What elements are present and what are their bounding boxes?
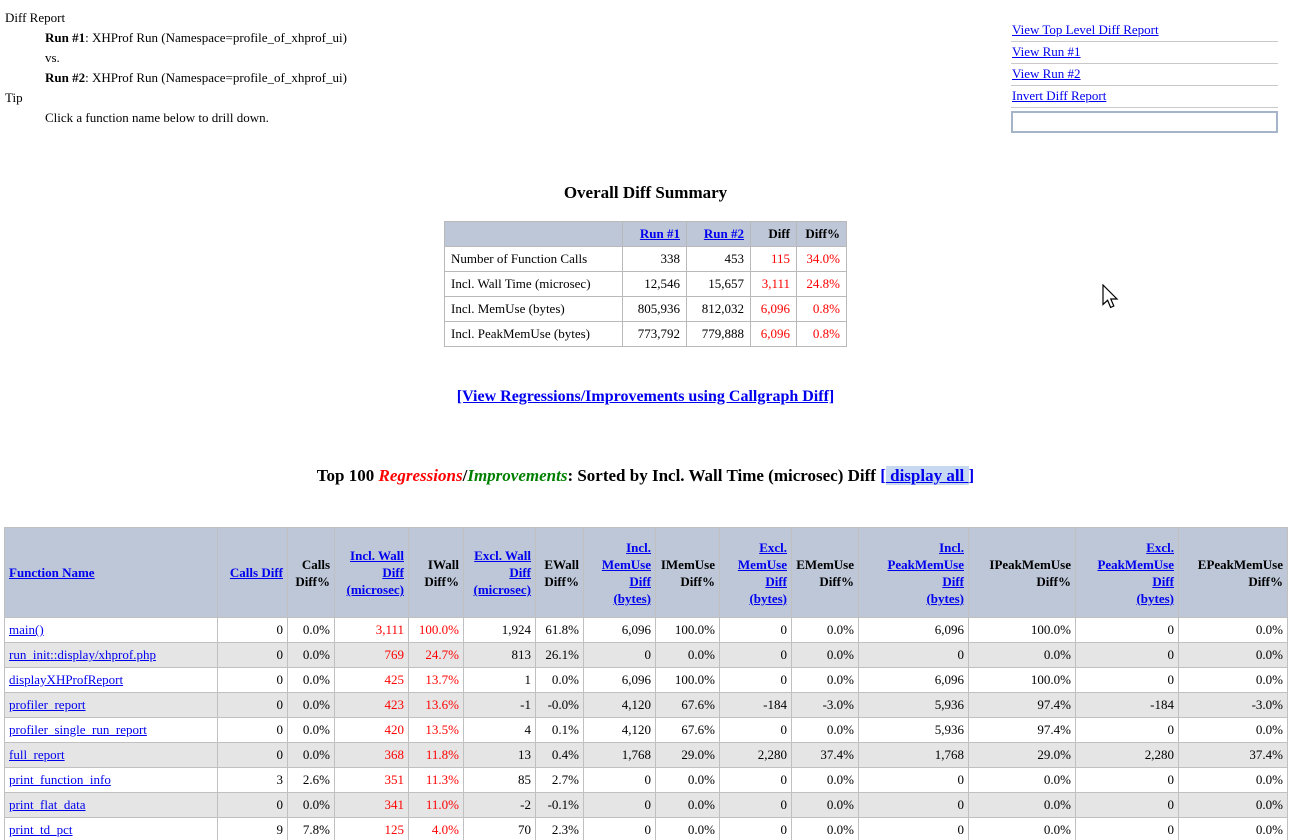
value-cell: 2,280 — [1076, 743, 1179, 768]
diff-report-title: Diff Report — [5, 10, 66, 25]
value-cell: 24.7% — [409, 643, 464, 668]
value-cell: 4,120 — [584, 718, 656, 743]
function-link[interactable]: print_td_pct — [9, 822, 73, 837]
value-cell: 0.0% — [288, 718, 335, 743]
report-header — [5, 8, 347, 128]
value-cell: 0.0% — [1179, 643, 1288, 668]
display-all-text: display all — [885, 466, 969, 485]
function-name-cell — [5, 718, 218, 743]
value-cell: 29.0% — [656, 743, 720, 768]
summary-run1-value: 338 — [623, 247, 687, 272]
top100-suffix: : Sorted by Incl. Wall Time (microsec) Diff — [567, 466, 881, 485]
value-cell: 0 — [1076, 818, 1179, 840]
value-cell: 368 — [335, 743, 409, 768]
column-header-7 — [584, 528, 656, 618]
function-link[interactable]: print_function_info — [9, 772, 111, 787]
value-cell: -0.1% — [536, 793, 584, 818]
value-cell: 4 — [464, 718, 536, 743]
value-cell: 70 — [464, 818, 536, 840]
value-cell: 100.0% — [656, 618, 720, 643]
column-header-6: EWall Diff% — [536, 528, 584, 618]
value-cell: 0 — [584, 818, 656, 840]
function-row — [5, 793, 1288, 818]
value-cell: 3,111 — [335, 618, 409, 643]
summary-run1-header-link[interactable]: Run #1 — [639, 226, 680, 241]
summary-row — [445, 272, 847, 297]
column-header-5 — [464, 528, 536, 618]
value-cell: 0.0% — [1179, 818, 1288, 840]
function-name-cell — [5, 743, 218, 768]
function-link[interactable]: profiler_single_run_report — [9, 722, 147, 737]
value-cell: -3.0% — [1179, 693, 1288, 718]
value-cell: 0 — [720, 793, 792, 818]
value-cell: 0 — [720, 618, 792, 643]
function-row — [5, 618, 1288, 643]
nav-row — [1011, 20, 1278, 42]
view-run1-link[interactable]: View Run #1 — [1012, 44, 1081, 59]
value-cell: 0.0% — [288, 743, 335, 768]
summary-run1-header — [623, 222, 687, 247]
slash: / — [462, 466, 468, 485]
nav-row — [1011, 86, 1278, 108]
value-cell: 6,096 — [859, 618, 969, 643]
value-cell: 4.0% — [409, 818, 464, 840]
callgraph-line — [0, 388, 1291, 406]
value-cell: 13.6% — [409, 693, 464, 718]
value-cell: 423 — [335, 693, 409, 718]
function-row — [5, 768, 1288, 793]
function-name-cell — [5, 693, 218, 718]
value-cell: 0 — [218, 668, 288, 693]
summary-diff-value: 3,111 — [751, 272, 797, 297]
value-cell: 0 — [218, 793, 288, 818]
view-top-level-diff-report-link[interactable]: View Top Level Diff Report — [1012, 22, 1159, 37]
function-row — [5, 743, 1288, 768]
summary-run2-value: 453 — [687, 247, 751, 272]
value-cell: 0.0% — [1179, 793, 1288, 818]
value-cell: 0 — [720, 818, 792, 840]
value-cell: 67.6% — [656, 693, 720, 718]
value-cell: 341 — [335, 793, 409, 818]
value-cell: 0.0% — [656, 768, 720, 793]
column-header-12: IPeakMemUse Diff% — [969, 528, 1076, 618]
function-name-cell — [5, 618, 218, 643]
value-cell: 100.0% — [969, 618, 1076, 643]
functions-table — [4, 527, 1288, 840]
summary-run2-header — [687, 222, 751, 247]
column-header-14: EPeakMemUse Diff% — [1179, 528, 1288, 618]
sort-column-link[interactable]: Incl. Wall Diff (microsec) — [346, 548, 404, 597]
value-cell: 0.0% — [1179, 668, 1288, 693]
summary-diffpct-value: 0.8% — [797, 322, 847, 347]
value-cell: 0.0% — [792, 818, 859, 840]
function-link[interactable]: full_report — [9, 747, 65, 762]
value-cell: 0 — [1076, 668, 1179, 693]
run2-line — [45, 68, 347, 88]
value-cell: 0 — [1076, 718, 1179, 743]
summary-diffpct-value: 24.8% — [797, 272, 847, 297]
value-cell: 0 — [720, 643, 792, 668]
sort-column-link[interactable]: Function Name — [9, 565, 95, 580]
value-cell: 0.0% — [288, 668, 335, 693]
value-cell: 813 — [464, 643, 536, 668]
value-cell: 769 — [335, 643, 409, 668]
column-header-2: Calls Diff% — [288, 528, 335, 618]
summary-row-label: Incl. MemUse (bytes) — [445, 297, 623, 322]
sort-column-link[interactable]: Excl. Wall Diff (microsec) — [473, 548, 531, 597]
regressions-label: Regressions — [378, 466, 463, 485]
value-cell: 0.0% — [792, 668, 859, 693]
vs-label: vs. — [45, 50, 60, 65]
summary-corner-cell — [445, 222, 623, 247]
function-name-cell — [5, 818, 218, 840]
value-cell: 0.0% — [656, 818, 720, 840]
value-cell: -0.0% — [536, 693, 584, 718]
view-run2-link[interactable]: View Run #2 — [1012, 66, 1081, 81]
function-link[interactable]: run_init::display/xhprof.php — [9, 647, 156, 662]
value-cell: 11.0% — [409, 793, 464, 818]
summary-row-label: Incl. Wall Time (microsec) — [445, 272, 623, 297]
column-header-11 — [859, 528, 969, 618]
value-cell: 425 — [335, 668, 409, 693]
value-cell: 1 — [464, 668, 536, 693]
column-header-8: IMemUse Diff% — [656, 528, 720, 618]
overall-diff-summary-table — [444, 221, 847, 347]
value-cell: 13.5% — [409, 718, 464, 743]
summary-diff-value: 115 — [751, 247, 797, 272]
function-name-cell — [5, 768, 218, 793]
column-header-1 — [218, 528, 288, 618]
sort-column-link[interactable]: Excl. MemUse Diff (bytes) — [737, 539, 787, 606]
value-cell: 0 — [1076, 768, 1179, 793]
value-cell: 0.1% — [536, 718, 584, 743]
value-cell: 0 — [218, 743, 288, 768]
value-cell: 6,096 — [584, 668, 656, 693]
column-header-13 — [1076, 528, 1179, 618]
tip-label: Tip — [5, 90, 23, 105]
nav-links — [1011, 20, 1278, 133]
value-cell: 97.4% — [969, 718, 1076, 743]
bracket-close: ] — [968, 466, 975, 485]
value-cell: 1,924 — [464, 618, 536, 643]
sort-column-link[interactable]: Excl. PeakMemUse Diff (bytes) — [1097, 539, 1174, 606]
value-cell: 0.0% — [792, 768, 859, 793]
function-row — [5, 818, 1288, 840]
value-cell: 5,936 — [859, 718, 969, 743]
value-cell: 0 — [584, 768, 656, 793]
function-row — [5, 643, 1288, 668]
value-cell: 6,096 — [584, 618, 656, 643]
value-cell: 0.0% — [1179, 768, 1288, 793]
value-cell: 13 — [464, 743, 536, 768]
value-cell: 5,936 — [859, 693, 969, 718]
value-cell: 2.7% — [536, 768, 584, 793]
value-cell: 125 — [335, 818, 409, 840]
value-cell: 2,280 — [720, 743, 792, 768]
value-cell: -2 — [464, 793, 536, 818]
value-cell: 0.0% — [969, 643, 1076, 668]
value-cell: 0.0% — [792, 793, 859, 818]
value-cell: 100.0% — [656, 668, 720, 693]
sort-column-link[interactable]: Incl. PeakMemUse Diff (bytes) — [887, 539, 964, 606]
value-cell: 0.0% — [656, 643, 720, 668]
value-cell: 0.0% — [792, 718, 859, 743]
summary-row — [445, 322, 847, 347]
value-cell: 0 — [584, 643, 656, 668]
top100-prefix: Top 100 — [316, 466, 379, 485]
value-cell: 0 — [720, 668, 792, 693]
value-cell: 6,096 — [859, 668, 969, 693]
value-cell: 0 — [218, 643, 288, 668]
display-all-link[interactable] — [880, 466, 974, 485]
value-cell: 420 — [335, 718, 409, 743]
summary-row-label: Incl. PeakMemUse (bytes) — [445, 322, 623, 347]
value-cell: 0.0% — [656, 793, 720, 818]
summary-row-label: Number of Function Calls — [445, 247, 623, 272]
mouse-cursor — [1100, 284, 1124, 312]
tip-text: Click a function name below to drill down. — [45, 110, 269, 125]
value-cell: 61.8% — [536, 618, 584, 643]
value-cell: 0 — [859, 768, 969, 793]
value-cell: 0 — [720, 768, 792, 793]
value-cell: 0.0% — [288, 643, 335, 668]
summary-run2-header-link[interactable]: Run #2 — [703, 226, 744, 241]
function-row — [5, 693, 1288, 718]
sort-column-link[interactable]: Incl. MemUse Diff (bytes) — [601, 539, 651, 606]
value-cell: 0 — [1076, 618, 1179, 643]
nav-row — [1011, 64, 1278, 86]
column-header-4: IWall Diff% — [409, 528, 464, 618]
summary-title: Overall Diff Summary — [563, 183, 728, 202]
function-row — [5, 718, 1288, 743]
value-cell: 0.4% — [536, 743, 584, 768]
summary-diff-value: 6,096 — [751, 322, 797, 347]
summary-section — [0, 221, 1291, 347]
value-cell: 100.0% — [409, 618, 464, 643]
run-lookup-input[interactable] — [1011, 111, 1278, 133]
value-cell: 0.0% — [969, 793, 1076, 818]
run2-desc: : XHProf Run (Namespace=profile_of_xhprof_ui) — [85, 70, 347, 85]
value-cell: 7.8% — [288, 818, 335, 840]
function-name-cell — [5, 643, 218, 668]
summary-row — [445, 247, 847, 272]
value-cell: -3.0% — [792, 693, 859, 718]
value-cell: 0.0% — [792, 618, 859, 643]
value-cell: 100.0% — [969, 668, 1076, 693]
value-cell: 0.0% — [1179, 618, 1288, 643]
value-cell: 0 — [1076, 643, 1179, 668]
run1-desc: : XHProf Run (Namespace=profile_of_xhprof_ui) — [85, 30, 347, 45]
value-cell: -184 — [720, 693, 792, 718]
summary-run2-value: 779,888 — [687, 322, 751, 347]
run1-label: Run #1 — [45, 30, 86, 45]
value-cell: 1,768 — [859, 743, 969, 768]
summary-diffpct-value: 34.0% — [797, 247, 847, 272]
summary-diffpct-value: 0.8% — [797, 297, 847, 322]
value-cell: 0 — [218, 618, 288, 643]
value-cell: 0.0% — [792, 643, 859, 668]
value-cell: 13.7% — [409, 668, 464, 693]
column-header-10: EMemUse Diff% — [792, 528, 859, 618]
run1-line — [45, 28, 347, 48]
value-cell: 4,120 — [584, 693, 656, 718]
value-cell: 0 — [720, 718, 792, 743]
value-cell: 0 — [859, 818, 969, 840]
value-cell: 3 — [218, 768, 288, 793]
summary-run1-value: 773,792 — [623, 322, 687, 347]
value-cell: 0 — [859, 643, 969, 668]
value-cell: 351 — [335, 768, 409, 793]
summary-run1-value: 805,936 — [623, 297, 687, 322]
value-cell: 0.0% — [1179, 718, 1288, 743]
value-cell: 1,768 — [584, 743, 656, 768]
summary-run2-value: 812,032 — [687, 297, 751, 322]
value-cell: 0 — [218, 718, 288, 743]
invert-diff-report-link[interactable]: Invert Diff Report — [1012, 88, 1107, 103]
function-link[interactable]: profiler_report — [9, 697, 86, 712]
value-cell: 11.8% — [409, 743, 464, 768]
function-name-cell — [5, 668, 218, 693]
summary-run1-value: 12,546 — [623, 272, 687, 297]
value-cell: 9 — [218, 818, 288, 840]
value-cell: 0.0% — [536, 668, 584, 693]
function-link[interactable]: print_flat_data — [9, 797, 86, 812]
bracket-open: [ — [880, 466, 886, 485]
value-cell: 0.0% — [969, 818, 1076, 840]
sort-column-link[interactable]: Calls Diff — [229, 565, 283, 580]
function-link[interactable]: main() — [9, 622, 44, 637]
function-row — [5, 668, 1288, 693]
value-cell: 0.0% — [288, 618, 335, 643]
nav-row — [1011, 42, 1278, 64]
value-cell: 0 — [859, 793, 969, 818]
function-name-cell — [5, 793, 218, 818]
value-cell: 0.0% — [288, 693, 335, 718]
column-header-9 — [720, 528, 792, 618]
value-cell: -184 — [1076, 693, 1179, 718]
summary-run2-value: 15,657 — [687, 272, 751, 297]
value-cell: 97.4% — [969, 693, 1076, 718]
value-cell: 0.0% — [969, 768, 1076, 793]
value-cell: 29.0% — [969, 743, 1076, 768]
run2-label: Run #2 — [45, 70, 86, 85]
value-cell: 2.3% — [536, 818, 584, 840]
value-cell: 2.6% — [288, 768, 335, 793]
value-cell: 37.4% — [792, 743, 859, 768]
summary-row — [445, 297, 847, 322]
summary-diff-header: Diff — [751, 222, 797, 247]
value-cell: 0 — [1076, 793, 1179, 818]
value-cell: 26.1% — [536, 643, 584, 668]
column-header-0 — [5, 528, 218, 618]
value-cell: 11.3% — [409, 768, 464, 793]
callgraph-diff-link[interactable]: [View Regressions/Improvements using Callgraph Diff] — [456, 388, 835, 405]
value-cell: 37.4% — [1179, 743, 1288, 768]
function-link[interactable]: displayXHProfReport — [9, 672, 124, 687]
column-header-3 — [335, 528, 409, 618]
value-cell: 0 — [218, 693, 288, 718]
value-cell: 0.0% — [288, 793, 335, 818]
value-cell: 0 — [584, 793, 656, 818]
summary-diffpct-header: Diff% — [797, 222, 847, 247]
value-cell: 85 — [464, 768, 536, 793]
improvements-label: Improvements — [467, 466, 568, 485]
summary-diff-value: 6,096 — [751, 297, 797, 322]
value-cell: -1 — [464, 693, 536, 718]
value-cell: 67.6% — [656, 718, 720, 743]
top100-heading — [0, 466, 1291, 486]
